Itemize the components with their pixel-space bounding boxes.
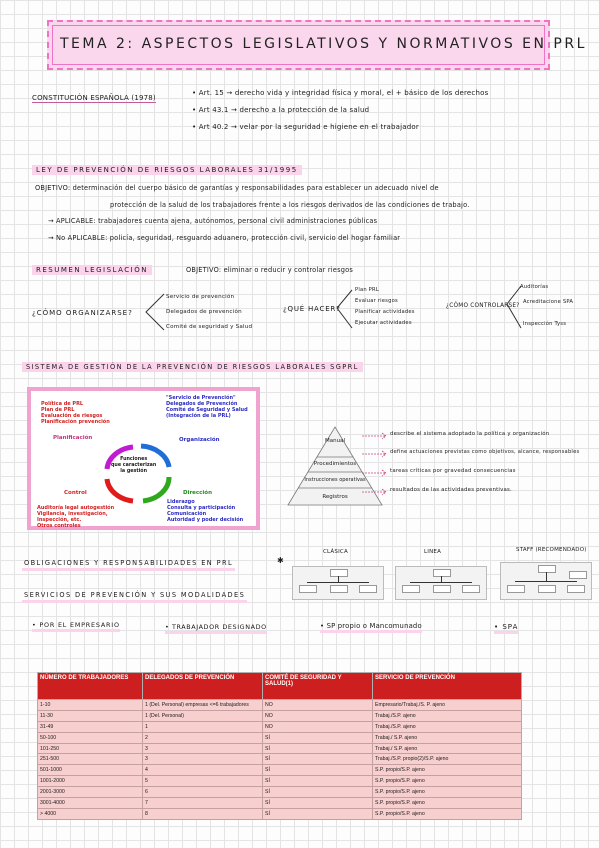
table-cell: 3 [143, 754, 263, 765]
table-cell: Trabaj./S.P. ajeno [373, 721, 522, 732]
pyramid-level: Procedimientos [313, 461, 357, 467]
controlarse-item: Acreditacione SPA [523, 299, 574, 305]
table-cell: SÍ [263, 743, 373, 754]
org-chart-linea [395, 566, 487, 600]
organizacion-label: Organización [179, 437, 220, 443]
controlarse-item: Inspección Tyss [523, 321, 567, 327]
organizarse-item: Delegados de prevención [166, 309, 242, 315]
servicio-option: • SPA [494, 623, 518, 634]
table-cell: S.P. propio/S.P. ajeno [373, 765, 522, 776]
ley-no-aplicable: → No APLICABLE: policía, seguridad, resguardo aduanero, protección civil, servicio del hogar familiar [48, 234, 401, 242]
obligaciones-label: OBLIGACIONES Y RESPONSABILIDADES EN PRL [22, 558, 235, 571]
table-cell: SÍ [263, 798, 373, 809]
table-row [38, 776, 522, 787]
hacer-brace-icon [334, 286, 354, 332]
pyramid-level: Manual [325, 438, 345, 444]
table-cell: 1-10 [38, 700, 143, 711]
constitucion-item: • Art 43.1 → derecho a la protección de la salud [192, 106, 370, 114]
table-cell: NO [263, 721, 373, 732]
table-cell: S.P. propio/S.P. ajeno [373, 787, 522, 798]
planificacion-items: Política de PRL Plan de PRL Evaluación de riesgos Planificación prevención [41, 401, 110, 425]
hacer-item: Planificar actividades [355, 309, 415, 315]
org-chart-staff [500, 562, 592, 600]
table-cell: S.P. propio/S.P. ajeno [373, 798, 522, 809]
planificacion-label: Planificación [53, 435, 93, 441]
hacer-item: Ejecutar actividades [355, 320, 412, 326]
table-cell: S.P. propio/S.P. ajeno [373, 808, 522, 819]
table-row [38, 710, 522, 721]
pyramid-note: describe el sistema adoptado la política y organización [390, 431, 550, 437]
pyramid-arrows-icon [360, 428, 390, 504]
table-cell: 3001-4000 [38, 798, 143, 809]
controlarse-question: ¿CÓMO CONTROLARSE? [446, 303, 520, 309]
table-cell: 1 [143, 721, 263, 732]
resumen-objetivo: OBJETIVO: eliminar o reducir y controlar riesgos [186, 266, 353, 274]
sgprl-label: SISTEMA DE GESTIÓN DE LA PREVENCIÓN DE RIESGOS LABORALES SGPRL [22, 362, 363, 372]
table-cell: NO [263, 700, 373, 711]
table-cell: SÍ [263, 732, 373, 743]
table-cell: Trabaj./ S.P. ajeno [373, 732, 522, 743]
direccion-label: Dirección [183, 490, 212, 496]
table-cell: NO [263, 710, 373, 721]
table-cell: Empresario/Trabaj./S. P. ajeno [373, 700, 522, 711]
hacer-question: ¿QUÉ HACER? [283, 305, 341, 313]
table-cell: 31-49 [38, 721, 143, 732]
table-header: COMITÉ DE SEGURIDAD Y SALUD(1) [263, 673, 373, 700]
table-cell: 7 [143, 798, 263, 809]
pyramid-note: define actuaciones previstas como objetivos, alcance, responsables [390, 449, 580, 455]
table-cell: SÍ [263, 754, 373, 765]
table-header: SERVICIO DE PREVENCIÓN [373, 673, 522, 700]
ley-objetivo: OBJETIVO: determinación del cuerpo básico de garantías y responsabilidades para establecer un adecuado nivel de [35, 184, 439, 192]
organizarse-question: ¿CÓMO ORGANIZARSE? [32, 309, 133, 317]
table-cell: 5 [143, 776, 263, 787]
org-label-staff: STAFF (RECOMENDADO) [516, 547, 587, 553]
table-cell: SÍ [263, 765, 373, 776]
table-row [38, 765, 522, 776]
table-cell: 101-250 [38, 743, 143, 754]
table-cell: 3 [143, 743, 263, 754]
table-cell: 1 (Del. Personal) [143, 710, 263, 721]
table-row [38, 743, 522, 754]
table-cell: 4 [143, 765, 263, 776]
pyramid-level: Registros [322, 494, 348, 500]
hacer-item: Plan PRL [355, 287, 379, 293]
table-cell: 11-30 [38, 710, 143, 721]
table-row [38, 798, 522, 809]
constitucion-label: CONSTITUCIÓN ESPAÑOLA (1978) [32, 94, 156, 102]
organizarse-item: Servicio de prevención [166, 294, 235, 300]
controlarse-item: Auditorías [520, 284, 549, 290]
org-chart-clasica [292, 566, 384, 600]
organizarse-brace-icon [142, 290, 166, 334]
hacer-item: Evaluar riesgos [355, 298, 398, 304]
table-cell: 2 [143, 732, 263, 743]
constitucion-item: • Art 40.2 → velar por la seguridad e higiene en el trabajador [192, 123, 419, 131]
asterisk-icon: ✱ [277, 556, 284, 565]
table-row [38, 732, 522, 743]
table-row [38, 754, 522, 765]
table-row [38, 787, 522, 798]
table-cell: 251-500 [38, 754, 143, 765]
table-cell: 8 [143, 808, 263, 819]
table-header: DELEGADOS DE PREVENCIÓN [143, 673, 263, 700]
prevention-table [37, 672, 522, 820]
pyramid-note: tareas críticas por gravedad consecuencias [390, 468, 516, 474]
page-title: TEMA 2: ASPECTOS LEGISLATIVOS Y NORMATIVOS EN PRL [60, 36, 587, 52]
table-cell: SÍ [263, 776, 373, 787]
table-cell: 1001-2000 [38, 776, 143, 787]
pyramid-level: Instrucciones operativas [304, 477, 366, 483]
table-cell: Trabaj./S.P. ajeno [373, 710, 522, 721]
servicios-label: SERVICIOS DE PREVENCIÓN Y SUS MODALIDADES [22, 590, 247, 603]
organizacion-items: "Servicio de Prevención" Delegados de Prevención Comité de Seguridad y Salud (Integración de la PRL) [166, 395, 248, 419]
constitucion-item: • Art. 15 → derecho vida y integridad física y moral, el + básico de los derechos [192, 89, 489, 97]
cycle-center-text: Funciones que caracterizan la gestión [111, 457, 157, 474]
table-cell: 501-1000 [38, 765, 143, 776]
table-cell: 50-100 [38, 732, 143, 743]
table-cell: > 4000 [38, 808, 143, 819]
resumen-label: RESUMEN LEGISLACIÓN [32, 265, 152, 275]
table-header: NÚMERO DE TRABAJADORES [38, 673, 143, 700]
management-cycle-diagram [27, 387, 260, 530]
table-cell: SÍ [263, 808, 373, 819]
direccion-items: Liderazgo Consulta y participación Comunicación Autoridad y poder decisión [167, 499, 244, 523]
table-row [38, 808, 522, 819]
ley-objetivo-cont: protección de la salud de los trabajadores frente a los riesgos derivados de las condiciones de trabajo. [110, 201, 470, 209]
table-cell: Trabaj./S.P. propio(2)/S.P. ajeno [373, 754, 522, 765]
org-label-clasica: CLÁSICA [323, 549, 348, 555]
table-cell: Trabaj./ S.P. ajeno [373, 743, 522, 754]
table-cell: 1 (Del. Personal) empresas <=6 trabajadores [143, 700, 263, 711]
servicio-option: • POR EL EMPRESARIO [32, 621, 120, 632]
servicio-option: • SP propio o Mancomunado [320, 622, 422, 633]
pyramid-note: resultados de las actividades preventivas. [390, 487, 512, 493]
ley-label: LEY DE PREVENCIÓN DE RIESGOS LABORALES 31/1995 [32, 165, 302, 175]
ley-aplicable: → APLICABLE: trabajadores cuenta ajena, autónomos, personal civil administraciones públicas [48, 217, 378, 225]
table-cell: 2001-3000 [38, 787, 143, 798]
servicio-option: • TRABAJADOR DESIGNADO [165, 623, 267, 634]
control-items: Auditoría legal autogestión Vigilancia, investigación, Inspección, etc. Otros controles [37, 505, 115, 529]
organizarse-item: Comité de seguridad y Salud [166, 324, 253, 330]
table-cell: SÍ [263, 787, 373, 798]
table-cell: 6 [143, 787, 263, 798]
table-cell: S.P. propio/S.P. ajeno [373, 776, 522, 787]
org-label-linea: LINEA [424, 549, 442, 555]
table-row [38, 721, 522, 732]
table-row [38, 700, 522, 711]
control-label: Control [64, 490, 87, 496]
